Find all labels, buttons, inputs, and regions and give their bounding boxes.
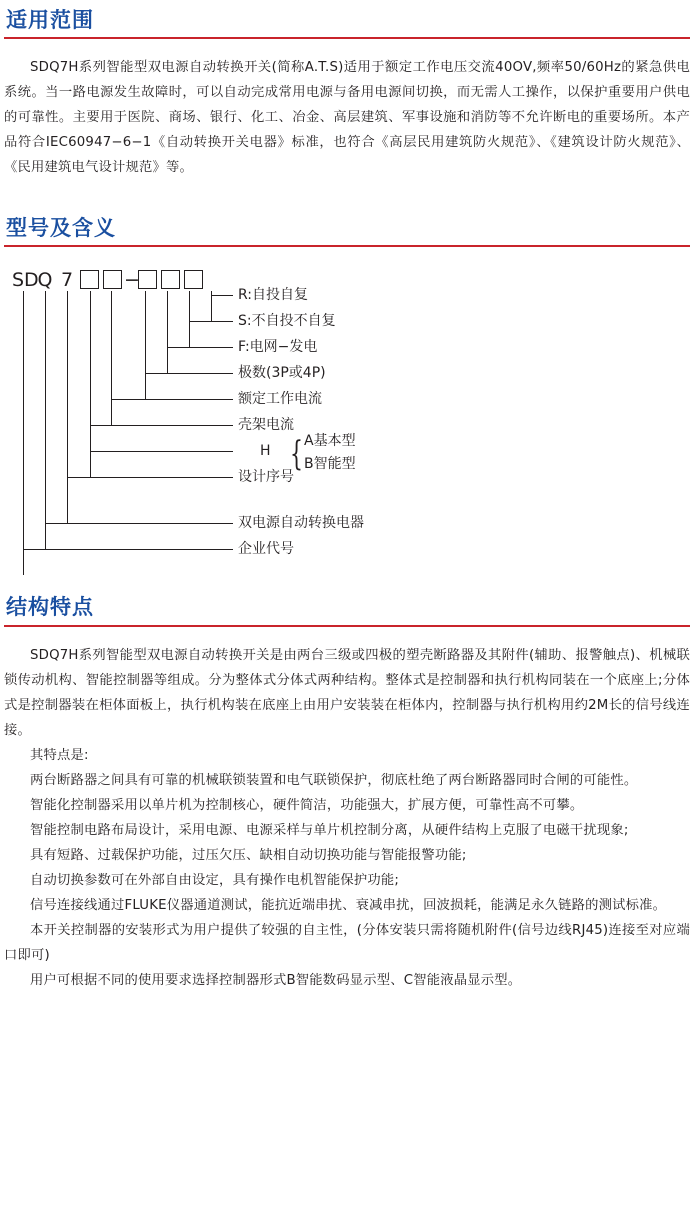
structure-heading-title: 结构特点 [6, 595, 94, 620]
leader-hline-r [211, 295, 233, 296]
model-heading-rule [4, 245, 690, 247]
model-label-frame: 壳架电流 [238, 417, 294, 434]
model-code-string [12, 265, 205, 291]
model-label-poles: 极数(3P或4P) [238, 365, 326, 382]
structure-paragraph-9: 本开关控制器的安装形式为用户提供了较强的自主性，(分体安装只需将随机附件(信号边线RJ45)连接至对应端口即可) [4, 922, 690, 963]
scope-heading-rule [4, 37, 690, 39]
model-label-device: 双电源自动转换电器 [238, 515, 364, 532]
structure-heading [4, 595, 690, 630]
structure-paragraph-2: 其特点是: [30, 747, 89, 763]
leader-hline-company [23, 549, 233, 550]
structure-section [0, 595, 700, 992]
code-box-4 [161, 270, 180, 289]
code-box-3 [138, 270, 157, 289]
code-char-q: Q [37, 269, 53, 292]
leader-hline-poles [145, 373, 233, 374]
structure-paragraph-3: 两台断路器之间具有可靠的机械联锁装置和电气联锁保护，彻底杜绝了两台断路器同时合闸的可能性。 [30, 772, 638, 788]
structure-heading-rule [4, 625, 690, 627]
scope-paragraph: SDQ7H系列智能型双电源自动转换开关(简称A.T.S)适用于额定工作电压交流40OV,频率50/60Hz的紧急供电系统。当一路电源发生故障时，可以自动完成常用电源与备用电源间切换，而无需人工操作，以保护重要用户供电的可靠性。主要用于医院、商场、银行、化工、冶金、高层建筑、军事设施和消防等不允许断电的重要场所。本产品符合IEC60947−6−1《自动转换开关电器》标准，也符合《高层民用建筑防火规范》、《建筑设计防火规范》、《民用建筑电气设计规范》等。 [4, 60, 690, 176]
leader-vline-f [189, 291, 190, 347]
leader-hline-f [167, 347, 233, 348]
leader-vline-poles [167, 291, 168, 373]
model-label-design: 设计序号 [238, 469, 294, 486]
brace-icon: { [290, 434, 303, 475]
leader-hline-s [189, 321, 233, 322]
code-box-5 [184, 270, 203, 289]
leader-vline-frame [111, 291, 112, 425]
leader-vline-current [145, 291, 146, 399]
model-label-type-a: A基本型 [304, 433, 356, 450]
leader-vline-h [90, 291, 91, 477]
scope-section [0, 8, 700, 180]
code-char-7: 7 [60, 269, 74, 292]
model-top-spacer2 [0, 200, 700, 216]
model-label-type-b: B智能型 [304, 456, 356, 473]
structure-paragraph-7: 自动切换参数可在外部自由设定，具有操作电机智能保护功能; [30, 872, 400, 888]
model-label-h: H [260, 443, 271, 460]
leader-vline-design [67, 291, 68, 523]
model-section [0, 216, 700, 595]
structure-paragraph-10: 用户可根据不同的使用要求选择控制器形式B智能数码显示型、C智能液晶显示型。 [30, 972, 522, 988]
leader-vline-device [45, 291, 46, 549]
model-label-f: F:电网−发电 [238, 339, 318, 356]
model-label-s: S:不自投不自复 [238, 313, 336, 330]
structure-paragraph-1: SDQ7H系列智能型双电源自动转换开关是由两台三级或四极的塑壳断路器及其附件(辅助、报警触点)、机械联锁传动机构、智能控制器等组成。分为整体式分体式两种结构。整体式是控制器和执行机构同装在一个底座上;分体式是控制器装在柜体面板上，执行机构装在底座上由用户安装装在柜体内，控制器与执行机构用约2M长的信号线连接。 [4, 647, 690, 738]
scope-heading-title: 适用范围 [6, 8, 94, 32]
model-heading-title: 型号及含义 [6, 216, 116, 241]
leader-hline-frame [90, 425, 233, 426]
leader-vline-company [23, 291, 24, 575]
leader-hline-device [45, 523, 233, 524]
structure-gap [4, 631, 690, 643]
leader-hline-current [111, 399, 233, 400]
code-char-sd: SD [12, 269, 39, 292]
model-label-r: R:自投自复 [238, 287, 309, 304]
scope-gap [4, 43, 690, 55]
structure-paragraph-5: 智能控制电路布局设计，采用电源、电源采样与单片机控制分离，从硬件结构上克服了电磁干扰现象; [30, 822, 629, 838]
code-box-1 [80, 270, 99, 289]
model-code-diagram [4, 265, 690, 595]
model-label-company: 企业代号 [238, 541, 294, 558]
structure-paragraph-4: 智能化控制器采用以单片机为控制核心，硬件简洁，功能强大，扩展方便，可靠性高不可攀。 [30, 797, 584, 813]
code-box-2 [103, 270, 122, 289]
leader-hline-h [90, 451, 233, 452]
code-dash: − [124, 269, 140, 292]
model-label-current: 额定工作电流 [238, 391, 322, 408]
model-top-spacer [0, 180, 700, 200]
structure-paragraph-8: 信号连接线通过FLUKE仪器通道测试，能抗近端串扰、衰减串扰，回波损耗，能满足永久链路的测试标准。 [30, 897, 667, 913]
structure-paragraph-6: 具有短路、过载保护功能，过压欠压、缺相自动切换功能与智能报警功能; [30, 847, 467, 863]
scope-heading [4, 8, 690, 43]
top-spacer [0, 0, 700, 8]
model-heading [4, 216, 690, 251]
leader-hline-design [67, 477, 233, 478]
